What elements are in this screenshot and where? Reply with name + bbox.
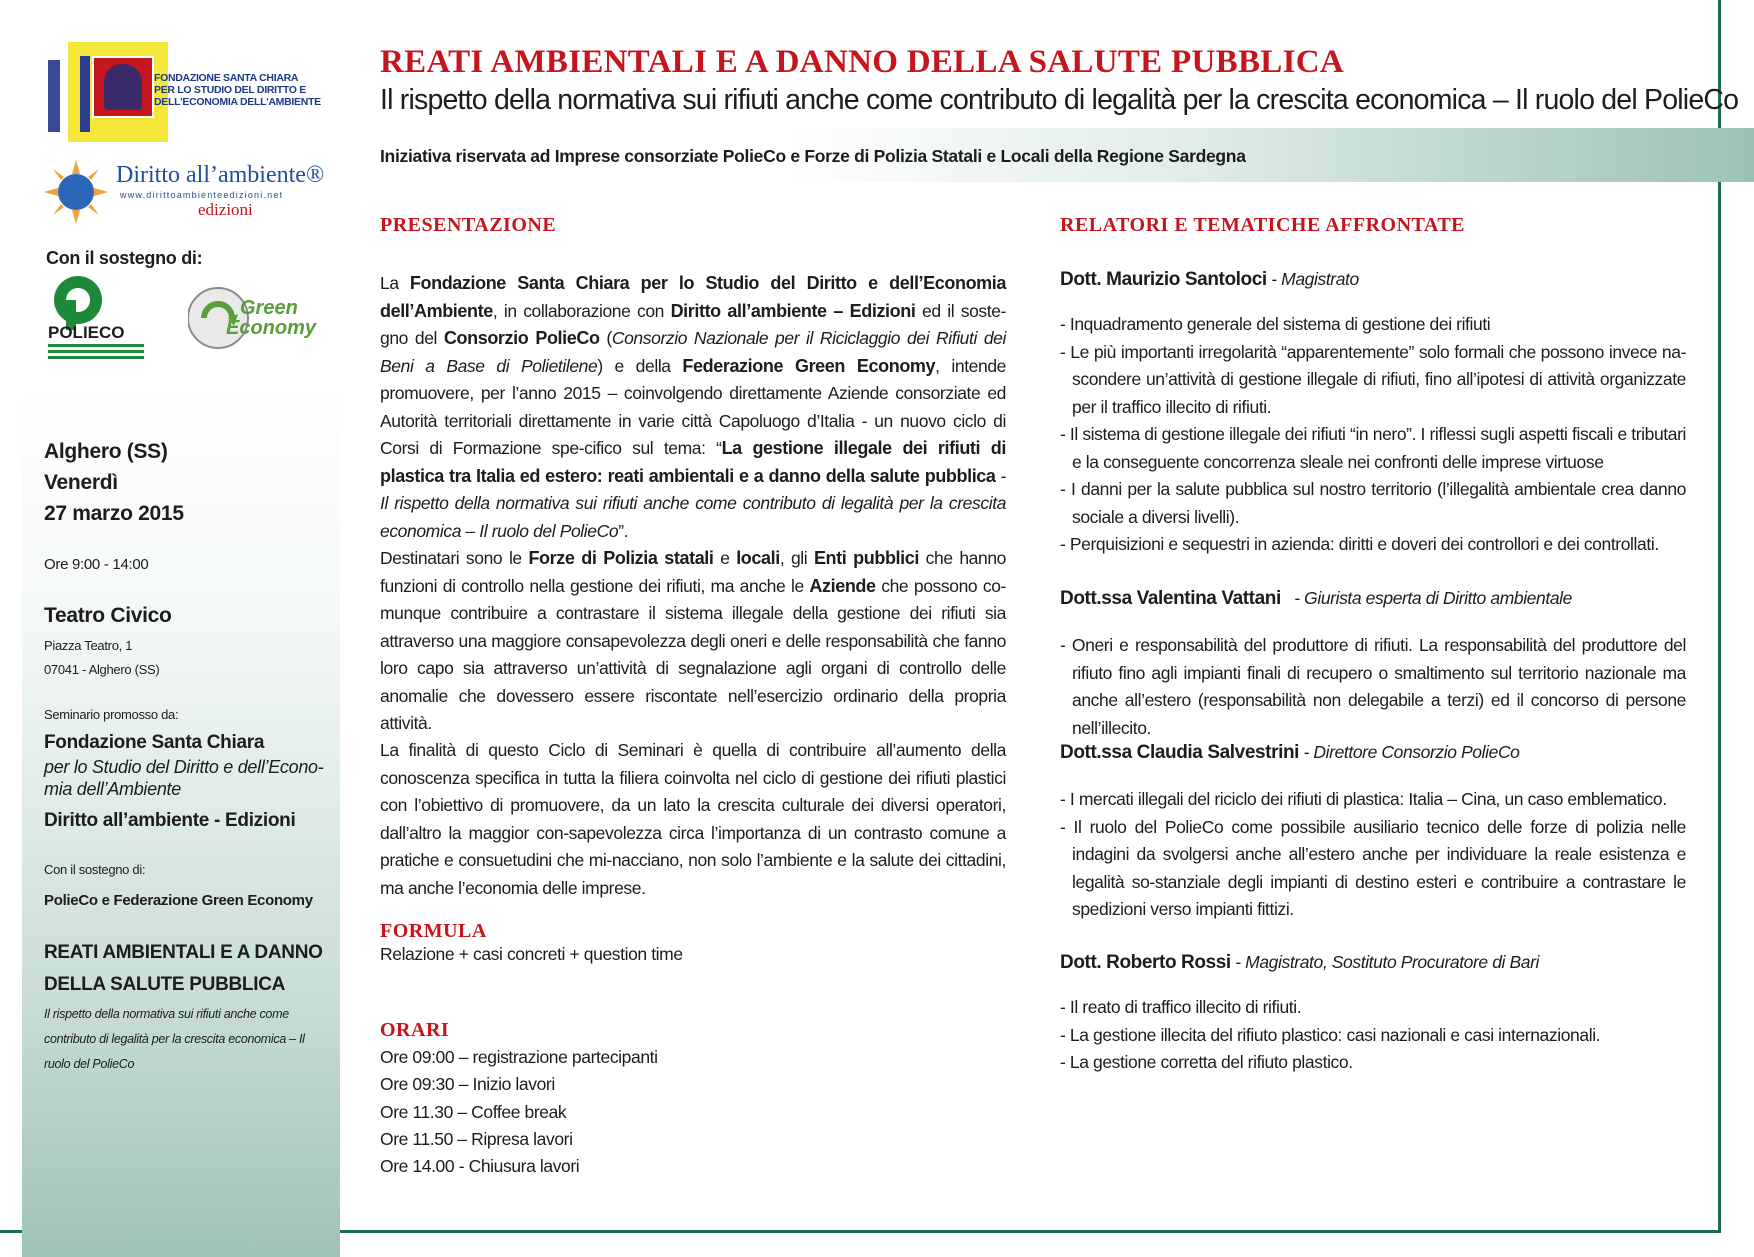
topic-item: - La gestione corretta del rifiuto plastico. <box>1060 1049 1686 1077</box>
speaker-name <box>1060 588 1572 610</box>
orari-item: Ore 09:00 – registrazione partecipanti <box>380 1047 658 1067</box>
paragraph-run: ”. <box>618 520 629 541</box>
orari-item: Ore 11.50 – Ripresa lavori <box>380 1129 573 1149</box>
orari-item: Ore 14.00 - Chiusura lavori <box>380 1156 580 1176</box>
sostegno-heading: Con il sostegno di: <box>46 248 203 268</box>
speaker-topics <box>1060 994 1686 1077</box>
topic-item: - Il reato di traffico illecito di rifiuti. <box>1060 994 1686 1022</box>
presentazione-heading: PRESENTAZIONE <box>380 214 557 236</box>
fondazione-logo-line: DELL'ECONOMIA DELL'AMBIENTE <box>154 96 321 108</box>
paragraph-run: Diritto all’ambiente – Edizioni <box>670 300 916 321</box>
diritto-all-ambiente-logo <box>44 156 340 228</box>
audience-banner-text: Iniziativa riservata ad Imprese consorziate PolieCo e Forze di Polizia Statali e Locali della Regione Sardegna <box>380 146 1246 166</box>
paragraph-run: Federazione Green Economy <box>682 355 936 376</box>
speaker-topics <box>1060 786 1686 924</box>
presentazione-paragraph-3 <box>380 737 1006 902</box>
frame-line-right <box>1718 0 1721 1232</box>
topic-item: - I mercati illegali del riciclo dei rifiuti di plastica: Italia – Cina, un caso emblematico. <box>1060 786 1686 814</box>
paragraph-run: - <box>995 465 1006 486</box>
orari-item: Ore 11.30 – Coffee break <box>380 1102 567 1122</box>
topic-item: - Perquisizioni e sequestri in azienda: diritti e doveri dei controllori e dei controllati. <box>1060 531 1686 559</box>
green-economy-logo <box>188 284 318 352</box>
saint-figure-icon <box>104 64 142 110</box>
logo-bar-navy <box>80 56 90 132</box>
paragraph-run: Forze di Polizia statali <box>528 548 714 568</box>
speaker-name-text: Dott. Maurizio Santoloci <box>1060 269 1267 290</box>
paragraph-run: , intende promuovere, per l’anno 2015 – coinvolgendo direttamente Aziende consorziate ed Autorità territoriali direttamente in varie città Capoluogo d’Italia - un nuovo ciclo di Corsi di Formazione spe-cifico sul tema: “ <box>380 355 1006 458</box>
fondazione-santa-chiara-logo <box>48 42 338 142</box>
paragraph-run: Consorzio Nazionale per il Riciclaggio dei Rifiuti dei Beni a Base di Polietilene <box>380 328 1006 376</box>
frame-line-bottom <box>340 1230 1721 1233</box>
speaker-role: Magistrato, Sostituto Procuratore di Bari <box>1245 952 1540 972</box>
paragraph-run: Enti pubblici <box>813 548 919 568</box>
paragraph-run: La <box>380 273 410 293</box>
fondazione-logo-line: PER LO STUDIO DEL DIRITTO E <box>154 84 306 96</box>
orari-heading: ORARI <box>380 1019 450 1041</box>
fondazione-logo-text <box>154 72 354 108</box>
page-title: REATI AMBIENTALI E A DANNO DELLA SALUTE PUBBLICA <box>380 44 1344 80</box>
topic-item: - Le più importanti irregolarità “apparentemente” solo formali che possono invece na-scondere un’attività di gestione illegale di rifiuti, fino all’ipotesi di attività organizzate per il traffico illecito di rifiuti. <box>1060 339 1686 422</box>
paragraph-run: ed il soste-gno del <box>380 300 1006 348</box>
speaker-role: Direttore Consorzio PolieCo <box>1313 742 1520 762</box>
paragraph-run: ( <box>599 328 612 348</box>
fondazione-logo-line: FONDAZIONE SANTA CHIARA <box>154 72 299 84</box>
speaker-role: Giurista esperta di Diritto ambientale <box>1304 588 1572 608</box>
promoter-2: Diritto all’ambiente - Edizioni <box>44 810 296 831</box>
presentazione-paragraph-2 <box>380 545 1006 738</box>
logo-emblem <box>92 56 154 118</box>
speaker-topics <box>1060 311 1686 559</box>
paragraph-run: e <box>713 548 737 568</box>
speaker-separator: - <box>1230 952 1246 972</box>
topic-item: - Oneri e responsabilità del produttore di rifiuti. La responsabilità del produttore del rifiuto fino agli impianti finali di recupero o smaltimento sul territorio nazionale ma anche all’estero (responsabilità non delegabile a terzi) ed il concorso di persone nell’illecito. <box>1060 632 1686 742</box>
paragraph-run: Destinatari sono le <box>380 548 529 568</box>
paragraph-run: Aziende <box>809 575 876 596</box>
dal-logo-title: Diritto all’ambiente® <box>116 162 325 188</box>
paragraph-run: Fondazione Santa Chiara per lo Studio del Diritto e dell’Economia dell’Ambiente <box>380 273 1006 321</box>
venue-address-line2: 07041 - Alghero (SS) <box>44 662 160 677</box>
paragraph-run: Consorzio PolieCo <box>443 328 600 348</box>
topic-item: - I danni per la salute pubblica sul nostro territorio (l’illegalità ambientale crea danno sociale a diversi livelli). <box>1060 476 1686 531</box>
venue-name: Teatro Civico <box>44 604 172 627</box>
venue-address-line1: Piazza Teatro, 1 <box>44 638 133 653</box>
speaker-name-text: Dott. Roberto Rossi <box>1060 952 1231 973</box>
speaker-topics <box>1060 632 1686 742</box>
formula-heading: FORMULA <box>380 920 487 942</box>
sidebar-title-line1: REATI AMBIENTALI E A DANNO <box>44 942 323 963</box>
page-subtitle: Il rispetto della normativa sui rifiuti anche come contributo di legalità per la crescita economica – Il ruolo del PolieCo <box>380 84 1739 116</box>
dal-logo-url: www.dirittoambienteedizioni.net <box>120 190 284 200</box>
topic-item: - Inquadramento generale del sistema di gestione dei rifiuti <box>1060 311 1686 339</box>
event-hours: Ore 9:00 - 14:00 <box>44 556 149 573</box>
topic-item: - Il sistema di gestione illegale dei rifiuti “in nero”. I riflessi sugli aspetti fiscali e tributari e la conseguente concorrenza sleale nei confronti delle imprese virtuose <box>1060 421 1686 476</box>
paragraph-run: La gestione illegale dei rifiuti di plastica tra Italia ed estero: reati ambientali e a danno della salute pubblica <box>380 438 1006 486</box>
polieco-logo <box>48 274 156 366</box>
paragraph-run: locali <box>736 548 780 568</box>
paragraph-run: che possono co-munque contribuire a contrastare il sistema illegale della gestione dei rifiuti sia attraverso una maggiore consapevolezza degli oneri e delle responsabilità che fanno loro capo sia attraverso un’attività di segnalazione agli organi di controllo delle anomalie che dovessero essere riscontate nell’esercizio ordinario della propria attività. <box>380 575 1006 733</box>
promosso-label: Seminario promosso da: <box>44 707 179 722</box>
speaker-separator: - <box>1266 269 1282 289</box>
event-date: 27 marzo 2015 <box>44 502 184 525</box>
speaker-name <box>1060 952 1539 974</box>
paragraph-run: che hanno funzioni di controllo nella gestione dei rifiuti, ma anche le <box>380 548 1006 596</box>
sun-icon <box>44 160 108 224</box>
event-day: Venerdì <box>44 471 118 494</box>
sidebar-subtitle: Il rispetto della normativa sui rifiuti anche come contributo di legalità per la crescita economica – Il ruolo del PolieCo <box>44 1007 305 1071</box>
dal-logo-edizioni: edizioni <box>198 200 253 219</box>
orari-item: Ore 09:30 – Inizio lavori <box>380 1074 555 1094</box>
topic-item: - Il ruolo del PolieCo come possibile ausiliario tecnico delle forze di polizia nelle indagini da svolgersi anche all’estero anche per individuare la reale esistenza e legalità so-stanziale degli impianti di destino esteri e contribuire a contrastare le spedizioni verso impianti fittizi. <box>1060 814 1686 924</box>
sponsors: PolieCo e Federazione Green Economy <box>44 892 313 909</box>
paragraph-run: Il rispetto della normativa sui rifiuti anche come contributo di legalità per la crescita economica – Il ruolo del PolieCo <box>380 493 1006 541</box>
promoter-description: per lo Studio del Diritto e dell’Econo-mia dell’Ambiente <box>44 757 324 799</box>
speaker-separator: - <box>1299 742 1314 762</box>
paragraph-run: La finalità di questo Ciclo di Seminari è quella di contribuire all’aumento della conoscenza specifica in tutta la filiera coinvolta nel ciclo di gestione dei rifiuti plastici con l’obiettivo di promuovere, da un lato la crescita culturale dei diversi operatori, dall’altro la maggior con-sapevolezza circa l’importanza di un contrasto comune a pratiche e consuetudini che mi-nacciano, non solo l’ambiente e la salute dei cittadini, ma anche l’economia delle imprese. <box>380 740 1006 898</box>
sidebar <box>0 0 340 1257</box>
polieco-logo-text: POLIECO <box>48 323 125 342</box>
topic-item: - La gestione illecita del rifiuto plastico: casi nazionali e casi internazionali. <box>1060 1022 1686 1050</box>
speaker-name-text: Dott.ssa Valentina Vattani <box>1060 588 1281 609</box>
formula-text: Relazione + casi concreti + question time <box>380 944 683 964</box>
green-logo-text-2: Economy <box>226 317 317 339</box>
speaker-name-text: Dott.ssa Claudia Salvestrini <box>1060 742 1300 763</box>
paragraph-run: , in collaborazione con <box>492 300 671 321</box>
logo-bar-blue <box>48 60 60 132</box>
speaker-separator: - <box>1280 588 1305 608</box>
speaker-name <box>1060 742 1520 764</box>
paragraph-run: , gli <box>779 548 814 568</box>
sidebar-title-line2: DELLA SALUTE PUBBLICA <box>44 974 286 995</box>
promoter-name: Fondazione Santa Chiara <box>44 732 265 753</box>
speaker-name <box>1060 269 1359 291</box>
presentazione-paragraph-1 <box>380 270 1006 545</box>
green-logo-text-1: Green <box>240 297 298 319</box>
speaker-role: Magistrato <box>1281 269 1359 289</box>
sostegno2-label: Con il sostegno di: <box>44 862 146 877</box>
event-city: Alghero (SS) <box>44 440 168 463</box>
relatori-heading: RELATORI E TEMATICHE AFFRONTATE <box>1060 214 1466 236</box>
paragraph-run: ) e della <box>597 355 683 376</box>
